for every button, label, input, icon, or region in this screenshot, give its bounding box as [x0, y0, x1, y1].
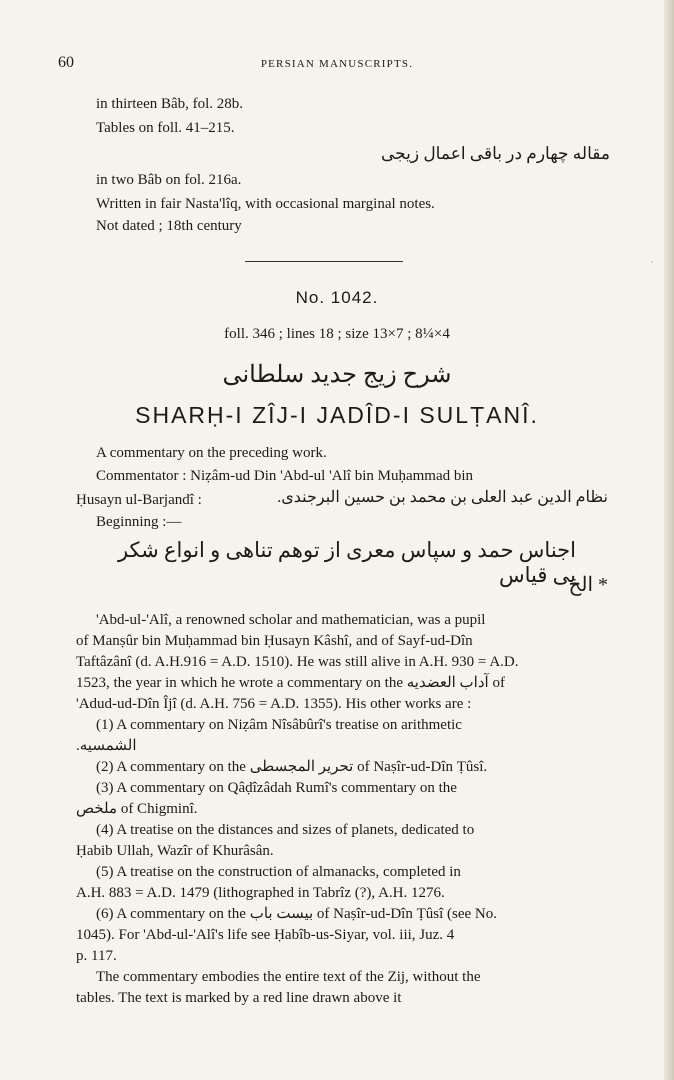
work-4-cont: Ḥabib Ullah, Wazîr of Khurâsân. [76, 843, 274, 859]
work-1-arabic: الشمسیه. [76, 738, 137, 754]
body-line: tables. The text is marked by a red line drawn above it [76, 990, 402, 1006]
desc-line-4: Beginning :— [96, 514, 182, 530]
work-6-page: p. 117. [76, 948, 117, 964]
work-1: (1) A commentary on Niẓâm Nîsâbûrî's treatise on arithmetic [96, 717, 462, 733]
top-arabic: مقاله چهارم در باقی اعمال زیجی [381, 144, 610, 163]
desc-line-2: Commentator : Niẓâm-ud Din 'Abd-ul 'Alî bin Muḥammad bin [96, 468, 474, 484]
desc-line-1: A commentary on the preceding work. [96, 445, 327, 461]
running-head: PERSIAN MANUSCRIPTS. [260, 58, 414, 70]
body-line: of Manṣûr bin Muḥammad bin Ḥusayn Kâshî, and of Sayf-ud-Dîn [76, 633, 473, 649]
top-line-4: Written in fair Nasta'lîq, with occasional marginal notes. [96, 196, 435, 212]
work-6: (6) A commentary on the بیست باب of Naṣîr-ud-Dîn Ṭûsî (see No. [96, 906, 497, 922]
beginning-arabic: اجناس حمد و سپاس معری از توهم تناهی و انواع شکر بی قیاس [117, 538, 576, 587]
separator-rule [245, 261, 403, 262]
body-line: The commentary embodies the entire text of the Zij, without the [96, 969, 481, 985]
work-4: (4) A treatise on the distances and sizes of planets, dedicated to [96, 822, 475, 838]
top-line-5: Not dated ; 18th century [96, 218, 242, 234]
margin-mark: ˙ [650, 258, 654, 272]
top-line-3: in two Bâb on fol. 216a. [96, 172, 242, 188]
top-line-2: Tables on foll. 41–215. [96, 120, 235, 136]
body-line: 'Abd-ul-'Alî, a renowned scholar and mathematician, was a pupil [96, 612, 486, 628]
folio-line: foll. 346 ; lines 18 ; size 13×7 ; 8¼×4 [224, 326, 450, 342]
work-5-cont: A.H. 883 = A.D. 1479 (lithographed in Tabrîz (?), A.H. 1276. [76, 885, 445, 901]
entry-number: No. 1042. [295, 288, 379, 307]
desc-line-3a: Ḥusayn ul-Barjandî : [76, 492, 202, 508]
title-arabic: شرح زیج جدید سلطانی [222, 362, 452, 388]
work-2: (2) A commentary on the تحریر المجسطی of Naṣîr-ud-Dîn Ṭûsî. [96, 759, 488, 775]
work-6-cont: 1045). For 'Abd-ul-'Alî's life see Ḥabîb-us-Siyar, vol. iii, Juz. 4 [76, 927, 455, 943]
body-line: 'Adud-ud-Dîn Îjî (d. A.H. 756 = A.D. 1355). His other works are : [76, 696, 472, 712]
desc-line-3b: نظام الدین عبد العلی بن محمد بن حسین البرجندی. [277, 489, 608, 506]
body-line: 1523, the year in which he wrote a commentary on the آداب العضدیه of [76, 675, 505, 691]
title-english: SHARḤ-I ZÎJ-I JADÎD-I SULṬANÎ. [135, 402, 539, 428]
body-text [76, 610, 608, 1009]
page-number: 60 [58, 54, 74, 71]
work-3-cont: ملخص of Chigminî. [76, 801, 198, 817]
work-5: (5) A treatise on the construction of almanacks, completed in [96, 864, 461, 880]
work-3: (3) A commentary on Qâḍîzâdah Rumî's commentary on the [96, 780, 457, 796]
top-line-1: in thirteen Bâb, fol. 28b. [96, 96, 244, 112]
page-edge [664, 0, 674, 1080]
body-line: Taftâzânî (d. A.H.916 = A.D. 1510). He was still alive in A.H. 930 = A.D. [76, 654, 519, 670]
beginning-arabic-2: * الخ [568, 574, 608, 596]
